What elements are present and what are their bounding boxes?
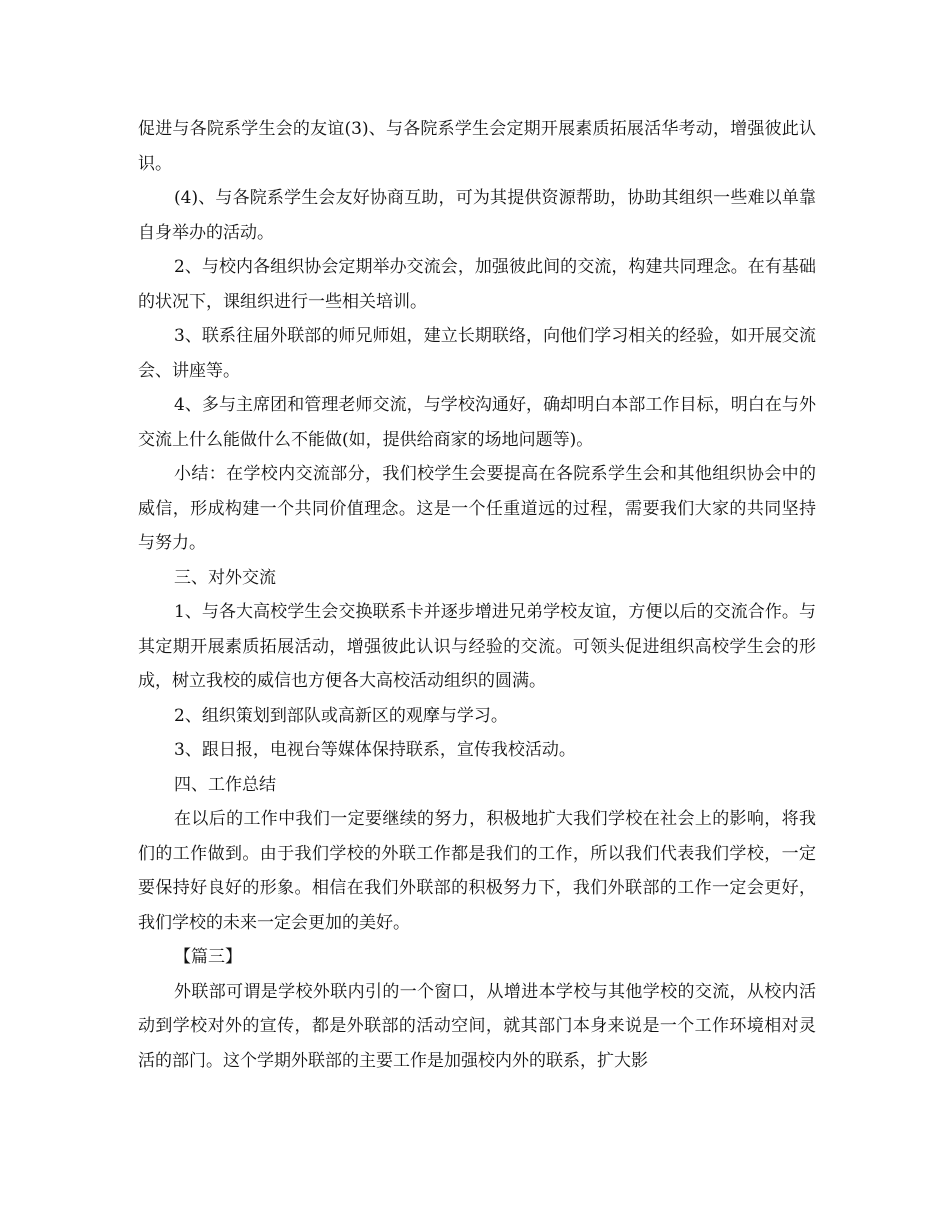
document-body [138, 112, 816, 1078]
paragraph-external-2: 2、组织策划到部队或高新区的观摩与学习。 [174, 705, 508, 726]
part-three-heading: 【篇三】 [174, 947, 242, 967]
paragraph-summary: 在以后的工作中我们一定要继续的努力，积极地扩大我们学校在社会上的影响，将我们的工作做到。由于我们学校的外联工作都是我们的工作，所以我们代表我们学校，一定要保持好良好的形象。相信在我们外联部的积极努力下，我们外联部的工作一定会更好，我们学校的未来一定会更加的美好。 [138, 809, 816, 933]
section-heading-summary: 四、工作总结 [174, 774, 276, 795]
section-heading-external: 三、对外交流 [174, 567, 276, 588]
paragraph-external-3: 3、跟日报，电视台等媒体保持联系，宣传我校活动。 [174, 740, 576, 760]
paragraph-part-three: 外联部可谓是学校外联内引的一个窗口，从增进本学校与其他学校的交流，从校内活动到学校对外的宣传，都是外联部的活动空间，就其部门本身来说是一个工作环境相对灵活的部门。这个学期外联部的主要工作是加强校内外的联系，扩大影 [138, 981, 816, 1071]
paragraph-5: 4、多与主席团和管理老师交流，与学校沟通好，确却明白本部工作目标，明白在与外交流上什么能做什么不能做(如，提供给商家的场地问题等)。 [138, 395, 816, 450]
paragraph-2: (4)、与各院系学生会友好协商互助，可为其提供资源帮助，协助其组织一些难以单靠自身举办的活动。 [138, 188, 816, 243]
paragraph-4: 3、联系往届外联部的师兄师姐，建立长期联络，向他们学习相关的经验，如开展交流会、讲座等。 [138, 326, 816, 381]
paragraph-external-1: 1、与各大高校学生会交换联系卡并逐步增进兄弟学校友谊，方便以后的交流合作。与其定期开展素质拓展活动，增强彼此认识与经验的交流。可领头促进组织高校学生会的形成，树立我校的威信也方便各大高校活动组织的圆满。 [138, 602, 816, 691]
summary-paragraph: 小结：在学校内交流部分，我们校学生会要提高在各院系学生会和其他组织协会中的威信，形成构建一个共同价值理念。这是一个任重道远的过程，需要我们大家的共同坚持与努力。 [138, 464, 816, 553]
paragraph-3: 2、与校内各组织协会定期举办交流会，加强彼此间的交流，构建共同理念。在有基础的状况下，课组织进行一些相关培训。 [138, 257, 816, 312]
paragraph-1: 促进与各院系学生会的友谊(3)、与各院系学生会定期开展素质拓展活华考动，增强彼此认识。 [138, 119, 816, 174]
